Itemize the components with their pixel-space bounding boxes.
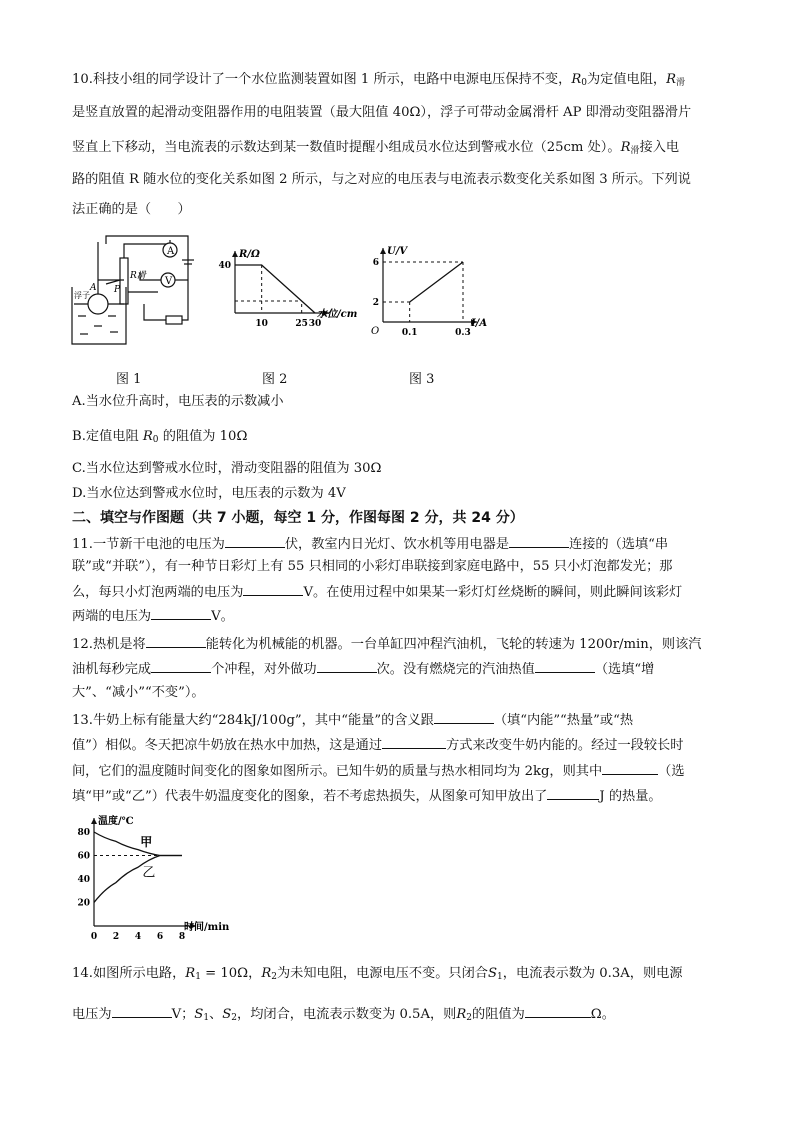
symbol-r2-b-sub: 2 [466,1013,473,1023]
q10-option-b-text-2: 的阻值为 10Ω [162,429,248,444]
symbol-rhua-sub-2: 滑 [630,146,640,156]
q13-line-1 [72,709,722,731]
q13-line-4 [72,785,722,807]
q11-text-1b: 伏，教室内日光灯、饮水机等用电器是 [284,537,510,552]
x-axis-label: 水位/cm [317,309,358,320]
q11-line-4 [72,605,722,627]
figure-3-chart [365,238,505,356]
voltmeter-label: V [165,276,173,287]
q10-text: 10.科技小组的同学设计了一个水位监测装置如图 1 所示，电路中电源电压保持不变， [72,72,572,87]
x-tick-label: 2 [112,932,120,942]
q13-text-3a: 间，它们的温度随时间变化的图象如图所示。已知牛奶的质量与热水相同均为 2kg，则其中 [72,764,603,779]
q11-line-3 [72,581,722,603]
symbol-s1-b: S [194,1007,204,1022]
q11-blank-3[interactable] [243,581,303,596]
q13-text-4b: J 的热量。 [599,789,662,804]
symbol-r2-sub: 2 [271,972,277,982]
q12-line-2 [72,658,722,680]
x-tick-label: 6 [156,932,164,942]
q14-text-2c: 、 [209,1007,223,1022]
q13-blank-4[interactable] [547,785,599,800]
symbol-r2: R [261,966,272,981]
q14-line-2 [72,1003,722,1028]
symbol-s1-sub: 1 [497,972,503,982]
q12-text-1b: 能转化为机械能的机器。一台单缸四冲程汽油机，飞轮的转速为 1200r/min，则该汽 [205,637,702,652]
y-tick-label: 60 [77,851,90,862]
q10-line-3-text: 竖直上下移动，当电流表的示数达到某一数值时提醒小组成员水位达到警戒水位（25cm 处）。 [72,140,621,155]
q10-line-3-text-b: 接入电 [639,140,680,155]
symbol-r1-sub: 1 [195,972,201,982]
q10-line-1 [72,70,722,93]
ammeter-label: A [167,246,175,257]
q12-line-3: 大”、“减小”“不变”）。 [72,685,205,700]
q10-option-b [72,427,722,450]
q13-text-1a: 13.牛奶上标有能量大约“284kJ/100g”，其中“能量”的含义跟 [72,713,434,728]
figure-1-circuit [70,232,200,350]
y-axis-label: 温度/℃ [98,816,134,827]
q10-line-2: 是竖直放置的起滑动变阻器作用的电阻装置（最大阻值 40Ω），浮子可带动金属滑杆 AP 即滑动变阻器滑片 [72,105,692,120]
q13-blank-1[interactable] [434,709,494,724]
q12-text-2b: 个冲程，对外做功 [211,662,317,677]
rod-label-a: A [90,283,97,293]
symbol-s1-b-sub: 1 [203,1013,210,1023]
series-line [235,265,315,313]
symbol-r0-b: R [142,429,153,444]
q13-text-2a: 值”）相似。冬天把凉牛奶放在热水中加热，这是通过 [72,738,383,753]
symbol-r2-b: R [456,1007,467,1022]
q12-text-2c: 次。没有燃烧完的汽油热值 [376,662,535,677]
q14-text-2e: 的阻值为 [472,1007,525,1022]
q11-text-3a: 么，每只小灯泡两端的电压为 [72,585,244,600]
symbol-s1: S [487,966,498,981]
q13-text-3b: （选 [658,764,685,779]
x-tick-label: 10 [255,319,268,329]
figure-2-chart [205,235,365,353]
q11-blank-1[interactable] [225,533,285,548]
q14-text-1d: ，电流表示数为 0.3A，则电源 [502,966,683,981]
series-label-yi: 乙 [142,865,156,881]
q10-option-c: C.当水位达到警戒水位时，滑动变阻器的阻值为 30Ω [72,461,382,476]
q13-blank-3[interactable] [602,760,658,775]
x-tick-label: 30 [308,319,322,329]
y-axis-label: R/Ω [239,249,260,260]
q14-text-1c: 为未知电阻，电源电压不变。只闭合 [276,966,488,981]
q14-text-2a: 电压为 [72,1007,112,1022]
x-tick-label: 0.3 [455,328,471,338]
q13-line-3 [72,760,722,782]
float-ball [88,294,108,314]
q12-text-1a: 12.热机是将 [72,637,146,652]
q10-option-b-text: B.定值电阻 [72,429,139,444]
y-tick-label: 80 [77,828,90,838]
q14-blank-1[interactable] [112,1003,172,1018]
q11-text-1a: 11.一节新干电池的电压为 [72,537,225,552]
q10-text-b: 为定值电阻， [586,72,667,87]
symbol-r0-b-sub: 0 [152,435,159,445]
q12-text-2d: （选填“增 [594,662,655,677]
q11-text-4a: 两端的电压为 [72,609,152,624]
q11-text-4b: V。 [211,609,234,624]
q14-text-1a: 14.如图所示电路， [72,966,186,981]
q11-text-1c: 连接的（选填“串 [569,537,669,552]
rheostat-label: R滑 [130,271,146,281]
symbol-r0-sub: 0 [581,78,587,88]
q10-line-4: 路的阻值 R 随水位的变化关系如图 2 所示，与之对应的电压表与电流表示数变化关系如图 3 所示。下列说 [72,172,691,187]
figure-1-caption: 图 1 [116,372,142,387]
symbol-rhua: R [666,72,677,87]
q10-option-d: D.当水位达到警戒水位时，电压表的示数为 4V [72,486,346,501]
section-2-heading: 二、填空与作图题（共 7 小题，每空 1 分，作图每图 2 分，共 24 分） [72,510,524,526]
y-axis-arrow [232,251,238,257]
x-tick-label: 0.1 [401,328,418,338]
x-tick-label: 4 [134,932,142,942]
q10-option-a: A.当水位升高时，电压表的示数减小 [72,394,284,409]
figure-3-caption: 图 3 [409,372,435,387]
q13-blank-2[interactable] [382,734,446,749]
symbol-rhua-sub: 滑 [676,78,686,88]
y-tick-label: 2 [372,298,379,308]
x-axis-label: 时间/min [184,922,230,933]
y-axis-arrow [380,248,386,254]
x-tick-label: 0 [90,932,98,942]
symbol-rhua-2: R [620,140,631,155]
q13-text-1b: （填“内能”“热量”或“热 [493,713,634,728]
resistor-r0-icon [166,316,182,324]
y-tick-label: 20 [77,898,90,909]
y-tick-label: 40 [218,261,231,271]
symbol-s2-sub: 2 [231,1013,238,1023]
y-axis-arrow [91,818,97,824]
q13-line-2 [72,734,722,756]
q14-line-1 [72,964,722,987]
q11-line-2: 联”或“并联”），有一种节日彩灯上有 55 只相同的小彩灯串联接到家庭电路中，55 只小灯泡都发光；那 [72,559,673,574]
q13-text-4a: 填“甲”或“乙”）代表牛奶温度变化的图象，若不考虑热损失，从图象可知甲放出了 [72,789,548,804]
q10-line-5: 法正确的是（ ） [72,202,191,217]
q12-blank-1[interactable] [146,633,206,648]
x-tick-label: 8 [178,932,186,942]
slider-label-p: P [114,285,121,295]
q11-line-1 [72,533,722,555]
q13-temperature-chart [72,812,252,944]
q12-blank-3[interactable] [317,658,377,673]
q14-text-2f: Ω。 [590,1007,615,1022]
series-label-jia: 甲 [140,835,153,850]
q12-text-2a: 油机每秒完成 [72,662,152,677]
q10-line-3 [72,138,722,161]
series-line-0 [94,832,182,856]
q14-text-1b: = 10Ω， [200,966,262,981]
y-tick-label: 6 [372,258,379,268]
q14-text-2d: ，均闭合，电流表示数变为 0.5A，则 [237,1007,457,1022]
origin-label: O [371,326,380,337]
series-line-1 [94,856,182,903]
q11-blank-4[interactable] [151,605,211,620]
x-tick-label: 25 [295,319,308,329]
q12-blank-4[interactable] [535,658,595,673]
q12-blank-2[interactable] [151,658,211,673]
q14-blank-2[interactable] [525,1003,591,1018]
series-line [410,262,463,302]
symbol-s2: S [222,1007,232,1022]
symbol-r0: R [571,72,582,87]
q12-line-1 [72,633,722,655]
q13-text-2b: 方式来改变牛奶内能的。经过一段较长时 [446,738,684,753]
y-tick-label: 40 [77,875,90,885]
q14-text-2b: V； [171,1007,195,1022]
q11-text-3b: V。在使用过程中如果某一彩灯灯丝烧断的瞬间，则此瞬间该彩灯 [303,585,683,600]
symbol-r1: R [185,966,196,981]
y-axis-label: U/V [387,246,408,257]
x-axis-label: I/A [471,318,488,329]
figure-2-caption: 图 2 [262,372,288,387]
q11-blank-2[interactable] [509,533,569,548]
float-label: 浮子 [74,291,90,300]
rheostat-body [120,258,128,304]
